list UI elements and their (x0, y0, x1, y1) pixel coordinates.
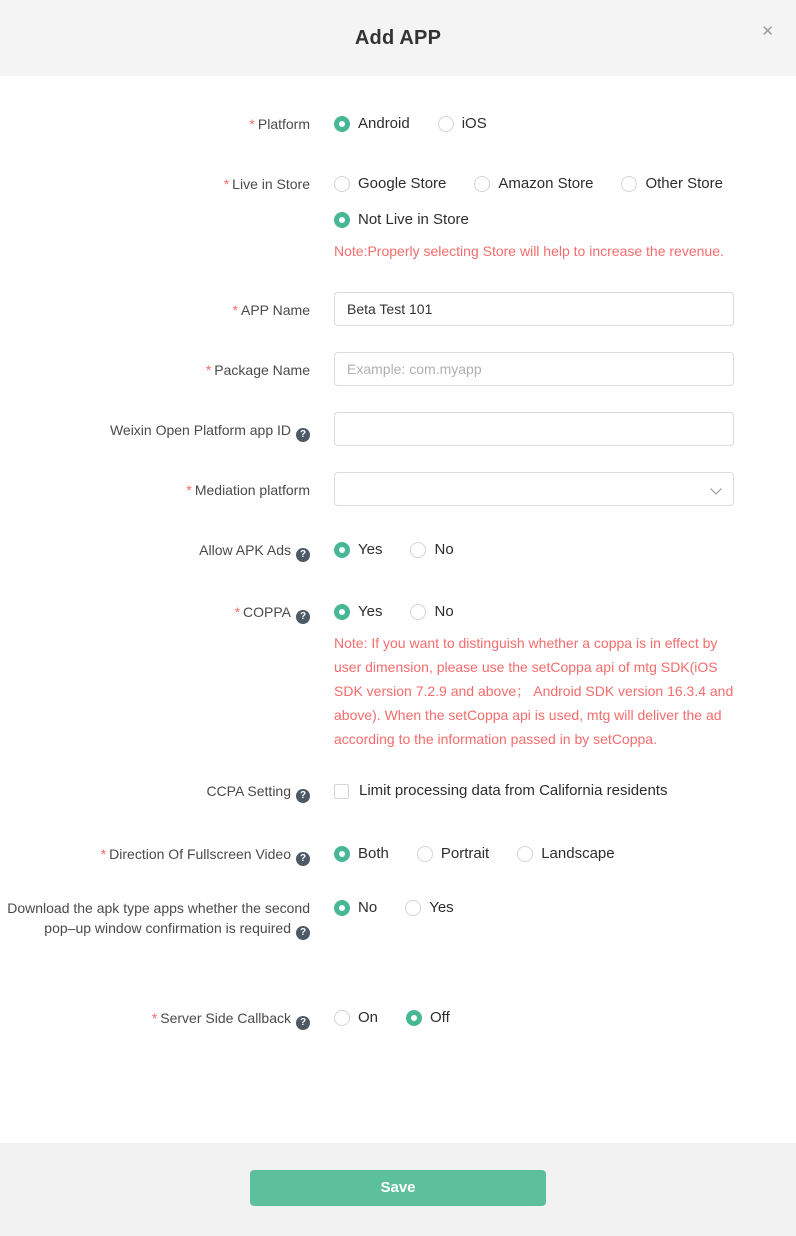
radio-android[interactable] (334, 114, 410, 134)
help-icon[interactable]: ? (296, 610, 310, 624)
radio-label: Other Store (645, 175, 723, 192)
form-row-allow-apk-ads (0, 540, 796, 562)
radio-label: Yes (358, 603, 383, 620)
radio-label: On (358, 1008, 379, 1026)
allow-apk-ads-radio-group (334, 540, 734, 560)
required-asterisk: * (100, 845, 107, 862)
server-side-callback-label: * Server Side Callback ? (0, 1008, 310, 1030)
platform-control (334, 114, 796, 134)
radio-label: Off (430, 1008, 450, 1026)
allow-apk-ads-label: Allow APK Ads ? (0, 540, 310, 562)
radio-coppa-yes[interactable] (334, 602, 382, 622)
server-side-callback-control (334, 1008, 796, 1028)
modal-footer (0, 1143, 796, 1236)
radio-amazon-store[interactable] (474, 174, 593, 194)
radio-direction-portrait[interactable] (417, 844, 489, 864)
radio-label: Google Store (358, 175, 447, 192)
radio-label: Yes (358, 541, 383, 558)
form-row-app-name (0, 292, 796, 326)
radio-label: No (434, 541, 454, 558)
radio-label: Landscape (541, 844, 615, 862)
radio-icon (410, 542, 426, 558)
radio-label: Portrait (440, 844, 490, 862)
radio-icon (517, 846, 533, 862)
radio-google-store[interactable] (334, 174, 446, 194)
app-name-input[interactable] (334, 292, 734, 326)
store-radio-row1 (334, 174, 734, 194)
radio-icon (474, 176, 490, 192)
modal-header (0, 0, 796, 76)
radio-icon (438, 116, 454, 132)
radio-icon (410, 604, 426, 620)
direction-control (334, 844, 796, 864)
help-icon[interactable]: ? (296, 926, 310, 940)
help-icon[interactable]: ? (296, 428, 310, 442)
form-row-live-in-store (0, 174, 796, 263)
modal-title: Add APP (354, 26, 442, 49)
platform-label: * Platform (249, 116, 310, 132)
weixin-app-id-label: Weixin Open Platform app ID ? (0, 412, 310, 442)
radio-label: Android (358, 115, 410, 132)
radio-icon (334, 212, 350, 228)
ccpa-setting-label: CCPA Setting ? (0, 781, 310, 803)
radio-not-live-in-store[interactable] (334, 210, 469, 230)
checkbox-label: Limit processing data from California residents (359, 782, 668, 799)
live-in-store-label: * Live in Store (223, 176, 310, 192)
live-in-store-control (334, 174, 796, 263)
radio-icon (334, 1010, 350, 1026)
coppa-radio-group (334, 602, 734, 622)
form-row-platform (0, 114, 796, 134)
form-row-direction-fullscreen-video (0, 844, 796, 866)
radio-ios[interactable] (438, 114, 487, 134)
mediation-platform-control (334, 472, 796, 506)
radio-server-on[interactable] (334, 1008, 378, 1028)
mediation-platform-label: * Mediation platform (186, 482, 310, 498)
required-asterisk: * (205, 362, 212, 378)
server-callback-radio-group (334, 1008, 734, 1028)
form-row-coppa (0, 602, 796, 751)
required-asterisk: * (232, 302, 238, 318)
form-row-weixin-app-id (0, 412, 796, 446)
help-icon[interactable]: ? (296, 548, 310, 562)
weixin-app-id-input[interactable] (334, 412, 734, 446)
radio-label: Both (358, 844, 389, 862)
form-row-package-name (0, 352, 796, 386)
package-name-label: * Package Name (205, 362, 310, 378)
download-apk-confirm-control (334, 898, 796, 918)
form-row-ccpa-setting (0, 781, 796, 804)
direction-radio-group (334, 844, 734, 864)
package-name-control (334, 352, 796, 386)
allow-apk-ads-control (334, 540, 796, 560)
required-asterisk: * (151, 1009, 158, 1026)
mediation-platform-select[interactable] (334, 472, 734, 506)
coppa-control (334, 602, 796, 751)
radio-coppa-no[interactable] (410, 602, 453, 622)
required-asterisk: * (223, 176, 230, 192)
radio-label: Yes (429, 898, 454, 916)
download-apk-radio-group (334, 898, 734, 918)
coppa-note: Note: If you want to distinguish whether a coppa is in effect by user dimension, please use the setCoppa api of mtg SDK(iOS SDK version 7.2.9 and above； Android SDK version 16.3.4 and above). When the setCoppa api is used, mtg will deliver the ad according to the information passed in by setCoppa. (334, 635, 734, 747)
radio-label: Amazon Store (498, 175, 594, 192)
radio-label: Not Live in Store (358, 211, 469, 228)
checkbox-icon (334, 784, 349, 799)
radio-server-off[interactable] (406, 1008, 450, 1028)
radio-other-store[interactable] (621, 174, 723, 194)
radio-direction-landscape[interactable] (517, 844, 614, 864)
chevron-down-icon (710, 483, 721, 494)
radio-label: No (358, 898, 378, 916)
radio-icon (406, 1010, 422, 1026)
platform-radio-group (334, 114, 734, 134)
help-icon[interactable]: ? (296, 852, 310, 866)
radio-allow-apk-yes[interactable] (334, 540, 382, 560)
radio-label: No (434, 603, 454, 620)
form-row-download-apk-confirm (0, 898, 796, 940)
radio-icon (334, 846, 350, 862)
radio-icon (334, 176, 350, 192)
live-in-store-note: Note:Properly selecting Store will help to increase the revenue. (334, 243, 724, 259)
required-asterisk: * (249, 116, 255, 132)
radio-icon (621, 176, 637, 192)
weixin-app-id-control (334, 412, 796, 446)
form-row-mediation-platform (0, 472, 796, 506)
help-icon[interactable]: ? (296, 789, 310, 803)
radio-label: iOS (461, 115, 487, 132)
package-name-input[interactable] (334, 352, 734, 386)
help-icon[interactable]: ? (296, 1016, 310, 1030)
required-asterisk: * (234, 604, 241, 620)
app-name-control (334, 292, 796, 326)
app-name-label: * APP Name (232, 302, 310, 318)
form-row-server-side-callback (0, 1008, 796, 1030)
radio-download-yes[interactable] (405, 898, 453, 918)
radio-icon (405, 900, 421, 916)
radio-icon (334, 900, 350, 916)
radio-allow-apk-no[interactable] (410, 540, 453, 560)
coppa-label: * COPPA ? (0, 602, 310, 624)
required-asterisk: * (186, 482, 192, 498)
radio-download-no[interactable] (334, 898, 377, 918)
radio-direction-both[interactable] (334, 844, 389, 864)
ccpa-setting-control (334, 781, 796, 804)
radio-icon (334, 604, 350, 620)
form-body (0, 76, 796, 1143)
save-button[interactable]: Save (250, 1170, 546, 1206)
ccpa-checkbox[interactable] (334, 781, 667, 801)
radio-icon (417, 846, 433, 862)
radio-icon (334, 542, 350, 558)
close-icon[interactable]: ✕ (761, 23, 774, 40)
download-apk-confirm-label: Download the apk type apps whether the second pop–up window confirmation is required ? (7, 899, 310, 938)
store-radio-row2 (334, 210, 734, 230)
radio-icon (334, 116, 350, 132)
direction-fullscreen-video-label: * Direction Of Fullscreen Video ? (0, 844, 310, 866)
